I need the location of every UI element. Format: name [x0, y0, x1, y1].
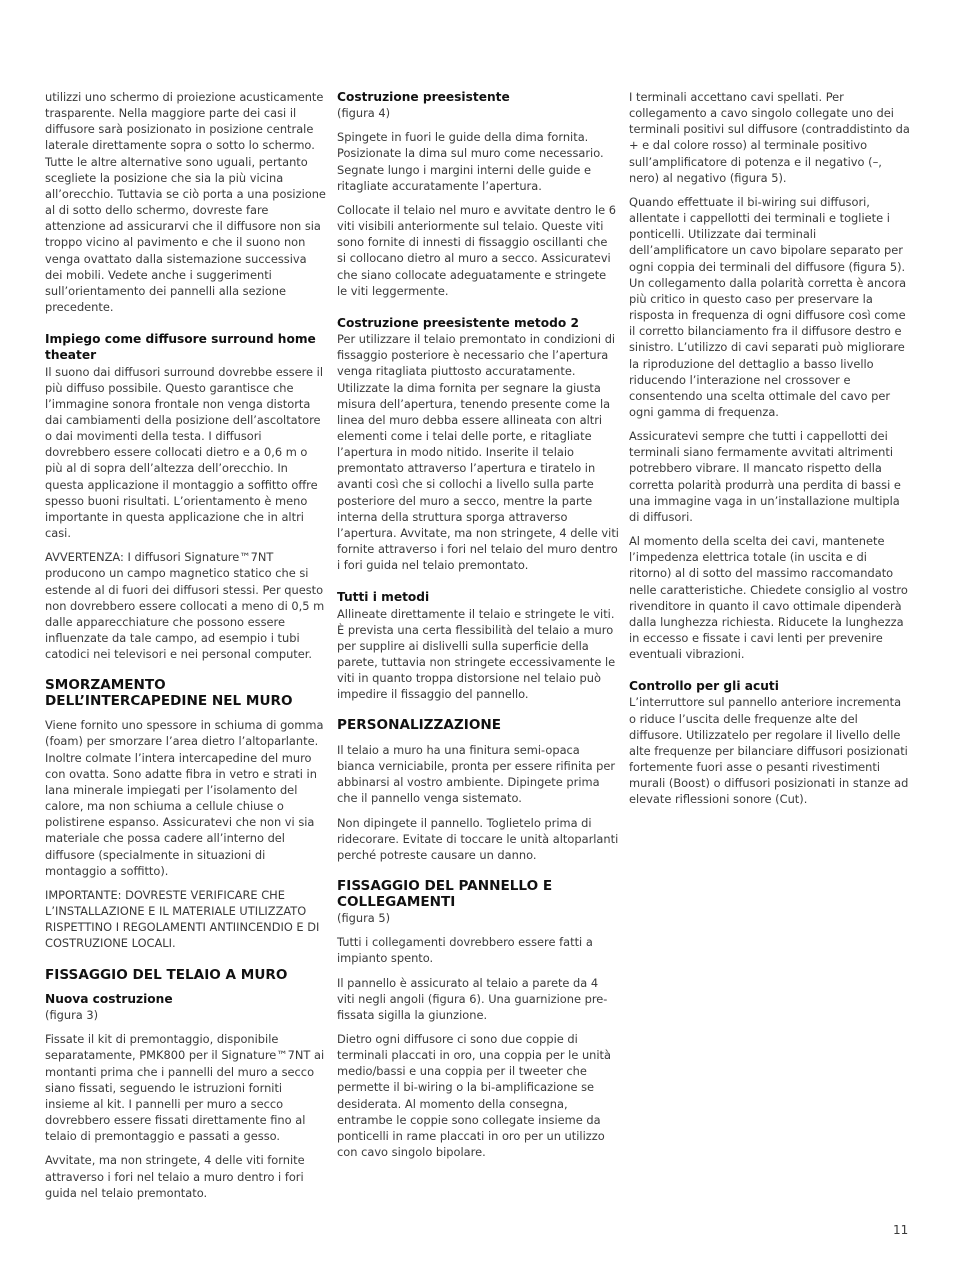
paragraph: Al momento della scelta dei cavi, mantenete l’impedenza elettrica totale (in uscita e di ritorno) al di sotto del massimo raccomandato nelle caratteristiche. Chiedete consiglio al vostro rivenditore in quanto il cavo ottimale dipenderà dalla lunghezza richiesta. Riducete la lunghezza in eccesso e fissate i cavi lenti per prevenire eventuali vibrazioni. [629, 534, 908, 662]
page-number: 11 [893, 1223, 909, 1237]
paragraph: Tutti i collegamenti dovrebbero essere fatti a impianto spento. [337, 935, 593, 966]
heading-fissaggio-telaio: FISSAGGIO DEL TELAIO A MURO [45, 966, 288, 983]
paragraph: Il pannello è assicurato al telaio a parete da 4 viti negli angoli (figura 6). Una guarnizione pre-fissata sigilla la giunzione. [337, 975, 608, 1022]
paragraph: Il suono dai diffusori surround dovrebbe essere il più diffuso possibile. Questo garantisce che l’immagine sonora frontale non venga distorta dai cambiamenti della posizione dell’ascoltatore o dai movimenti della testa. I diffusori dovrebbero essere collocati dietro e a 0,6 m o più al di sopra dell’altezza dell’orecchio. In questa applicazione il montaggio a soffitto offre spesso buoni risultati. L’orientamento è meno importante in questa applicazione che in altri casi. [45, 364, 323, 541]
subheading-metodo-2: Costruzione preesistente metodo 2 [337, 315, 579, 330]
paragraph: Collocate il telaio nel muro e avvitate dentro le 6 viti visibili anteriormente sul telaio. Queste viti sono fornite di innesti di fissaggio oscillanti che si collocano dietro al muro a secco. Assicuratevi che siano collocate adeguatamente e stringete le viti leggermente. [337, 202, 617, 298]
paragraph: Assicuratevi sempre che tutti i cappellotti dei terminali siano fermamente avvitati altrimenti potrebbero vibrare. Il mancato rispetto della corretta polarità produrrà una perdita di bassi e una immagine vaga in un’installazione multipla di diffusori. [629, 429, 901, 524]
subheading-nuova-costruzione: Nuova costruzione [45, 992, 173, 1006]
paragraph: Spingete in fuori le guide della dima fornita. Posizionate la dima sul muro come necessario. Segnate lungo i margini interni delle guide e ritagliate accuratamente l’apertura. [337, 130, 604, 193]
warning-paragraph: AVVERTENZA: I diffusori Signature™7NT producono un campo magnetico statico che si estende al di fuori dei diffusori stessi. Per questo non dovrebbero essere collocati a meno di 0,5 m dalle apparecchiature che possono essere influenzate da tale campo, ad esempio i tubi catodici nei televisori e nei personal computer. [45, 550, 325, 662]
paragraph: Dietro ogni diffusore ci sono due coppie di terminali placcati in oro, una coppia per le unità medio/bassi e una coppia per il tweeter che permette il bi-wiring o la bi-amplificazione se desiderata. Al momento della consegna, entrambe le coppie sono collegate insieme da ponticelli in rame placcati in oro per un utilizzo con cavo singolo bipolare. [337, 1032, 611, 1160]
important-paragraph: IMPORTANTE: DOVRESTE VERIFICARE CHE L’INSTALLAZIONE E IL MATERIALE UTILIZZATO RISPETTINO I REGOLAMENTI ANTIINCENDIO E DI COSTRUZIONE LOCALI. [45, 887, 320, 951]
text-column-2 [337, 89, 619, 1168]
heading-personalizzazione: PERSONALIZZAZIONE [337, 717, 502, 734]
paragraph: L’interruttore sul pannello anteriore incrementa o riduce l’uscita delle frequenze alte del diffusore. Utilizzatelo per regolare il livello delle alte frequenze per bilanciare diffusori posizionati fortemente fuori asse o pesanti rivestimenti murali (Boost) o diffusori posizionati in stanze ad elevate riflessioni sonore (Cut). [629, 695, 909, 807]
text-column-1 [45, 89, 327, 1209]
paragraph: Quando effettuate il bi-wiring sui diffusori, allentate i cappellotti dei terminali e togliete i ponticelli. Utilizzate dai terminali dell’amplificatore un cavo bipolare separato per ogni coppia dei terminali del diffusore (figura 5). Un collegamento dalla polarità corretta è ancora più critico in questo caso per preservare la risposta in frequenza di ogni diffusore così come il corretto bilanciamento fra il diffusore destro e sinistro. L’utilizzo di cavi separati può migliorare la riproduzione del dettaglio a basso livello riducendo l’interazione nel crossover e consentendo una scelta ottimale del cavo per ogni gamma di frequenza. [629, 194, 907, 419]
paragraph: Non dipingete il pannello. Toglietelo prima di ridecorare. Evitate di toccare le unità altoparlanti perché potreste causare un danno. [337, 815, 619, 862]
heading-fissaggio-pannello: FISSAGGIO DEL PANNELLO E COLLEGAMENTI [337, 878, 553, 910]
subheading-surround: Impiego come diffusore surround home theater [45, 332, 316, 363]
paragraph: Il telaio a muro ha una finitura semi-opaca bianca verniciabile, pronta per essere rifinita per abbinarsi al vostro ambiente. Dipingete prima che il pannello venga sistemato. [337, 742, 616, 806]
figure-reference: (figura 5) [337, 911, 391, 926]
subheading-preesistente: Costruzione preesistente [337, 90, 510, 104]
paragraph: Fissate il kit di premontaggio, disponibile separatamente, PMK800 per il Signature™7NT ai montanti prima che i pannelli del muro a secco siano fissati, seguendo le istruzioni forniti insieme al kit. I pannelli per muro a secco dovrebbero essere fissati direttamente fino al telaio di premontaggio e passati a gesso. [45, 1032, 325, 1144]
paragraph: Viene fornito uno spessore in schiuma di gomma (foam) per smorzare l’area dietro l’altoparlante. Inoltre colmate l’intera intercapedine del muro con ovatta. Sono adatte fibra in vetro e strati in lana minerale impiegati per l’isolamento del calore, ma non schiuma a cellule chiuse o polistirene espanso. Assicuratevi che non vi sia materiale che possa cadere all’interno del diffusore (specialmente in situazioni di montaggio a soffitto). [45, 718, 324, 878]
figure-reference: (figura 4) [337, 106, 391, 121]
subheading-controllo-acuti: Controllo per gli acuti [629, 679, 779, 694]
text-column-3 [629, 89, 911, 816]
paragraph: Allineate direttamente il telaio e stringete le viti. È prevista una certa flessibilità del telaio a muro per supplire ai dislivelli sulla superficie della parete, tuttavia non stringete eccessivamente le viti in quanto troppa distorsione nel telaio può impedire il fissaggio del pannello. [337, 606, 616, 702]
paragraph: utilizzi uno schermo di proiezione acusticamente trasparente. Nella maggiore parte dei casi il diffusore sarà posizionato in posizione centrale laterale direttamente sopra o sotto lo schermo. Tutte le altre alternative sono uguali, pertanto scegliete la posizione che sia la più vicina all’orecchio. Tuttavia se ciò porta a una posizione al di sotto dello schermo, dovreste fare attenzione ad assicurarvi che il diffusore non sia troppo vicino al pavimento e che il suono non venga ovattato dalla sistemazione successiva dei mobili. Vedete anche i suggerimenti sull’orientamento dei pannelli alla sezione precedente. [45, 90, 326, 315]
paragraph: Per utilizzare il telaio premontato in condizioni di fissaggio posteriore è necessario che l’apertura venga ritagliata piuttosto accuratamente. Utilizzate la dima fornita per segnare la giusta misura dell’apertura, tenendo presente come la linea del muro debba essere allineata con altri elementi come i telai delle porte, e ritagliate l’apertura in modo nitido. Inserite il telaio premontato attraverso l’apertura e tiratelo in avanti così che si collochi a livello sulla parte posteriore del muro a secco, mentre la parte interna della struttura sporga attraverso l’apertura. Avvitate, ma non stringete, 4 delle viti fornite attraverso i fori nel telaio del muro dentro i fori guida nel telaio premontato. [337, 332, 619, 573]
subheading-tutti-i-metodi: Tutti i metodi [337, 590, 430, 605]
figure-reference: (figura 3) [45, 1008, 99, 1023]
heading-smorzamento: SMORZAMENTO DELL’INTERCAPEDINE NEL MURO [45, 677, 293, 709]
paragraph: Avvitate, ma non stringete, 4 delle viti fornite attraverso i fori nel telaio a muro dentro i fori guida nel telaio premontato. [45, 1153, 305, 1200]
paragraph: I terminali accettano cavi spellati. Per collegamento a cavo singolo collegate uno dei terminali positivi sul diffusore (contraddistinto da + e dal colore rosso) al terminale positivo sull’amplificatore di potenza e il negativo (–, nero) al negativo (figura 5). [629, 90, 910, 185]
